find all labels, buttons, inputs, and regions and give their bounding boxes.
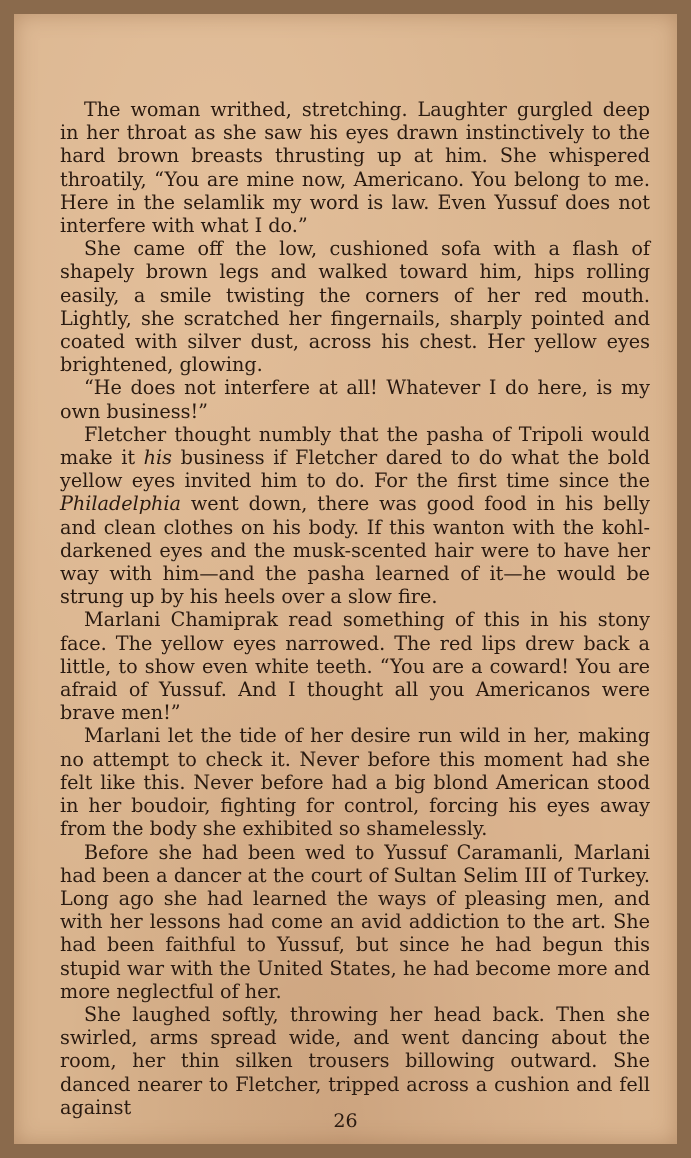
text-segment: “He does not interfere at all! Whatever I do here, is my own business!”: [60, 376, 650, 423]
paragraph: [60, 423, 650, 609]
paragraph: [60, 841, 650, 1003]
text-segment: The woman writhed, stretching. Laughter gurgled deep in her throat as she saw his eyes drawn instinctively to the hard brown breasts thrusting up at him. She whispered throatily, “You are mine now, Americano. You belong to me. Here in the selamlik my word is law. Even Yussuf does not interfere with what I do.”: [60, 98, 650, 238]
paragraph: [60, 376, 650, 422]
text-segment: Before she had been wed to Yussuf Caramanli, Marlani had been a dancer at the court of Sultan Selim III of Turkey. Long ago she had learned the ways of pleasing men, and with her lessons had come an avid addiction to the art. She had been faithful to Yussuf, but since he had begun this stupid war with the United States, he had become more and more neglectful of her.: [60, 840, 650, 1003]
italic-text: Philadelphia: [60, 492, 181, 516]
text-segment: She laughed softly, throwing her head back. Then she swirled, arms spread wide, and went dancing about the room, her thin silken trousers billowing outward. She danced nearer to Fletcher, tripped across a cushion and fell against: [60, 1002, 650, 1119]
italic-text: his: [143, 446, 172, 470]
text-segment: business if Fletcher dared to do what the bold yellow eyes invited him to do. For the first time since the: [60, 446, 650, 493]
body-text: [60, 98, 650, 1119]
text-segment: She came off the low, cushioned sofa with a flash of shapely brown legs and walked toward him, hips rolling easily, a smile twisting the corners of her red mouth. Lightly, she scratched her fingernails, sharply pointed and coated with silver dust, across his chest. Her yellow eyes brightened, glowing.: [60, 237, 650, 377]
book-page: [14, 14, 677, 1144]
text-segment: Fletcher thought numbly that the pasha of Tripoli would make it: [60, 422, 650, 470]
paragraph: [60, 608, 650, 724]
paragraph: [60, 724, 650, 840]
text-segment: went down, there was good food in his belly and clean clothes on his body. If this wanton with the kohl-darkened eyes and the musk-scented hair were to have her way with him—and the pasha learned of it—he would be strung up by his heels over a slow fire.: [60, 492, 650, 609]
paragraph: [60, 237, 650, 376]
text-segment: Marlani let the tide of her desire run wild in her, making no attempt to check it. Never before this moment had she felt like this. Never before had a big blond American stood in her boudoir, fighting for control, forcing his eyes away from the body she exhibited so shamelessly.: [60, 724, 650, 841]
paragraph: [60, 98, 650, 237]
paragraph: [60, 1003, 650, 1119]
text-segment: Marlani Chamiprak read something of this in his stony face. The yellow eyes narrowed. The red lips drew back a little, to show even white teeth. “You are a coward! You are afraid of Yussuf. And I thought all you Americanos were brave men!”: [60, 608, 650, 725]
page-number: 26: [333, 1110, 358, 1132]
